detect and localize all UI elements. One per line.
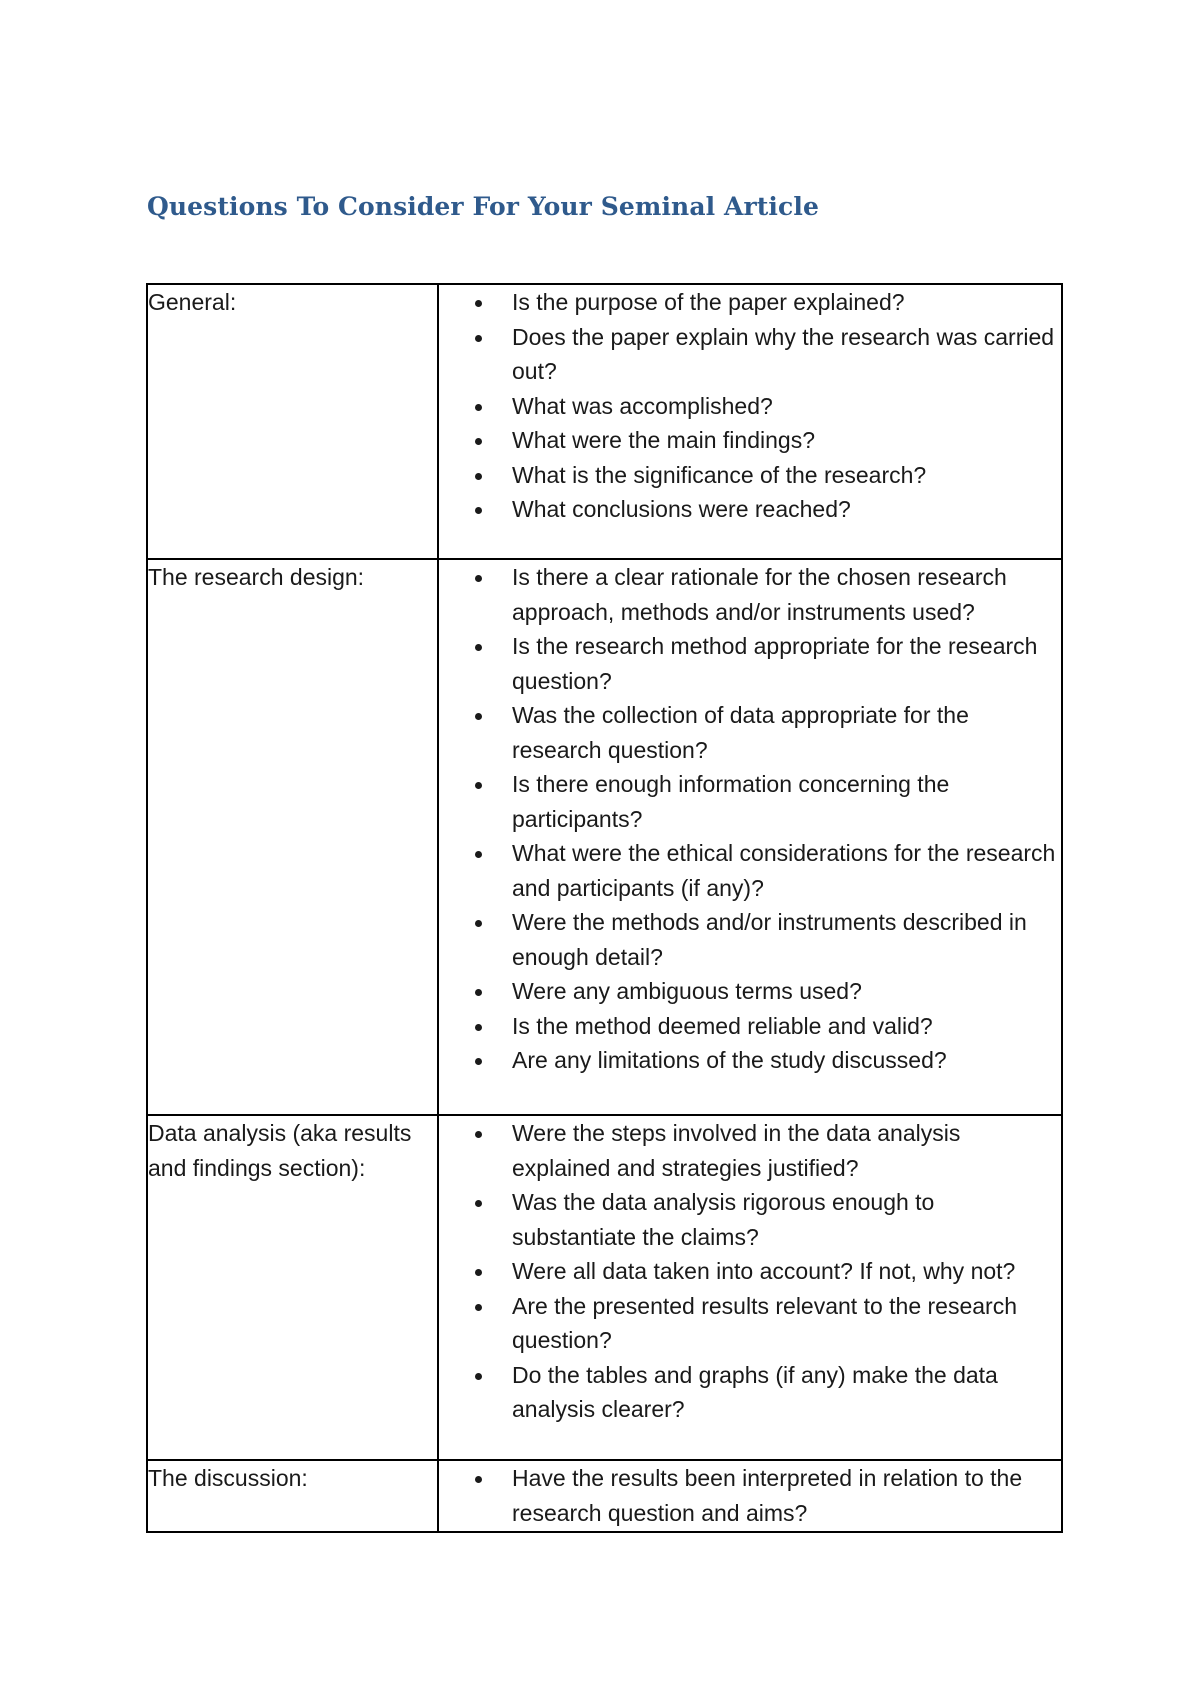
question-text: Were the methods and/or instruments described in enough detail? — [512, 909, 1027, 970]
bullet-icon — [475, 438, 482, 445]
question-list — [439, 1116, 1061, 1427]
question-item — [439, 974, 1061, 1009]
question-text: Was the collection of data appropriate for the research question? — [512, 702, 969, 763]
question-item — [439, 1043, 1061, 1078]
bullet-icon — [475, 1131, 482, 1138]
question-text: Were the steps involved in the data analysis explained and strategies justified? — [512, 1120, 961, 1181]
bullet-icon — [475, 507, 482, 514]
question-item — [439, 629, 1061, 698]
question-item — [439, 836, 1061, 905]
question-item — [439, 767, 1061, 836]
question-item — [439, 1009, 1061, 1044]
bullet-icon — [475, 300, 482, 307]
question-item — [439, 1289, 1061, 1358]
bullet-icon — [475, 713, 482, 720]
section-label: The discussion: — [147, 1460, 438, 1532]
questions-table — [146, 283, 1063, 1533]
question-text: What were the ethical considerations for the research and participants (if any)? — [512, 840, 1056, 901]
question-text: Are any limitations of the study discussed? — [512, 1047, 947, 1073]
question-text: What is the significance of the research? — [512, 461, 927, 488]
question-text: Is the method deemed reliable and valid? — [512, 1012, 933, 1039]
question-text: Does the paper explain why the research was carried out? — [512, 323, 1055, 384]
question-item — [439, 423, 1061, 458]
bullet-icon — [475, 1373, 482, 1380]
question-list — [439, 1461, 1061, 1530]
bullet-icon — [475, 575, 482, 582]
question-text: Are the presented results relevant to the research question? — [512, 1292, 1018, 1353]
bullet-icon — [475, 989, 482, 996]
bullet-icon — [475, 782, 482, 789]
question-text: Were all data taken into account? If not, why not? — [512, 1258, 1016, 1284]
bullet-icon — [475, 920, 482, 927]
question-item — [439, 492, 1061, 527]
bullet-icon — [475, 404, 482, 411]
question-cell — [438, 1115, 1062, 1460]
question-text: Is the research method appropriate for the research question? — [512, 633, 1038, 694]
question-item — [439, 1185, 1061, 1254]
question-item — [439, 1254, 1061, 1289]
question-item — [439, 1461, 1061, 1530]
section-label: The research design: — [147, 559, 438, 1115]
bullet-icon — [475, 1304, 482, 1311]
bullet-icon — [475, 644, 482, 651]
question-text: Is there enough information concerning the participants? — [512, 771, 950, 832]
question-text: What was accomplished? — [512, 392, 773, 419]
question-item — [439, 1358, 1061, 1427]
question-item — [439, 560, 1061, 629]
question-text: Were any ambiguous terms used? — [512, 978, 862, 1004]
question-text: Do the tables and graphs (if any) make the data analysis clearer? — [512, 1361, 998, 1422]
question-item — [439, 698, 1061, 767]
question-text: Is the purpose of the paper explained? — [512, 289, 905, 315]
page-title: Questions To Consider For Your Seminal Article — [147, 192, 819, 221]
bullet-icon — [475, 1058, 482, 1065]
bullet-icon — [475, 473, 482, 480]
bullet-icon — [475, 335, 482, 342]
question-text: What were the main findings? — [512, 427, 815, 453]
question-item — [439, 458, 1061, 493]
bullet-icon — [475, 1269, 482, 1276]
table-row-data-analysis — [147, 1115, 1062, 1460]
bullet-icon — [475, 851, 482, 858]
question-text: What conclusions were reached? — [512, 496, 851, 522]
question-list — [439, 560, 1061, 1078]
question-text: Is there a clear rationale for the chosen research approach, methods and/or instruments used? — [512, 564, 1007, 625]
question-list — [439, 285, 1061, 527]
question-text: Was the data analysis rigorous enough to substantiate the claims? — [512, 1189, 935, 1250]
section-label: Data analysis (aka results and findings section): — [147, 1115, 438, 1460]
bullet-icon — [475, 1200, 482, 1207]
table-row-general — [147, 284, 1062, 559]
table-row-research-design — [147, 559, 1062, 1115]
table-row-discussion — [147, 1460, 1062, 1532]
bullet-icon — [475, 1476, 482, 1483]
question-text: Have the results been interpreted in relation to the research question and aims? — [512, 1465, 1023, 1526]
question-item — [439, 1116, 1061, 1185]
question-cell — [438, 1460, 1062, 1532]
question-item — [439, 389, 1061, 424]
question-item — [439, 285, 1061, 320]
question-item — [439, 320, 1061, 389]
question-cell — [438, 559, 1062, 1115]
bullet-icon — [475, 1024, 482, 1031]
section-label: General: — [147, 284, 438, 559]
question-cell — [438, 284, 1062, 559]
question-item — [439, 905, 1061, 974]
